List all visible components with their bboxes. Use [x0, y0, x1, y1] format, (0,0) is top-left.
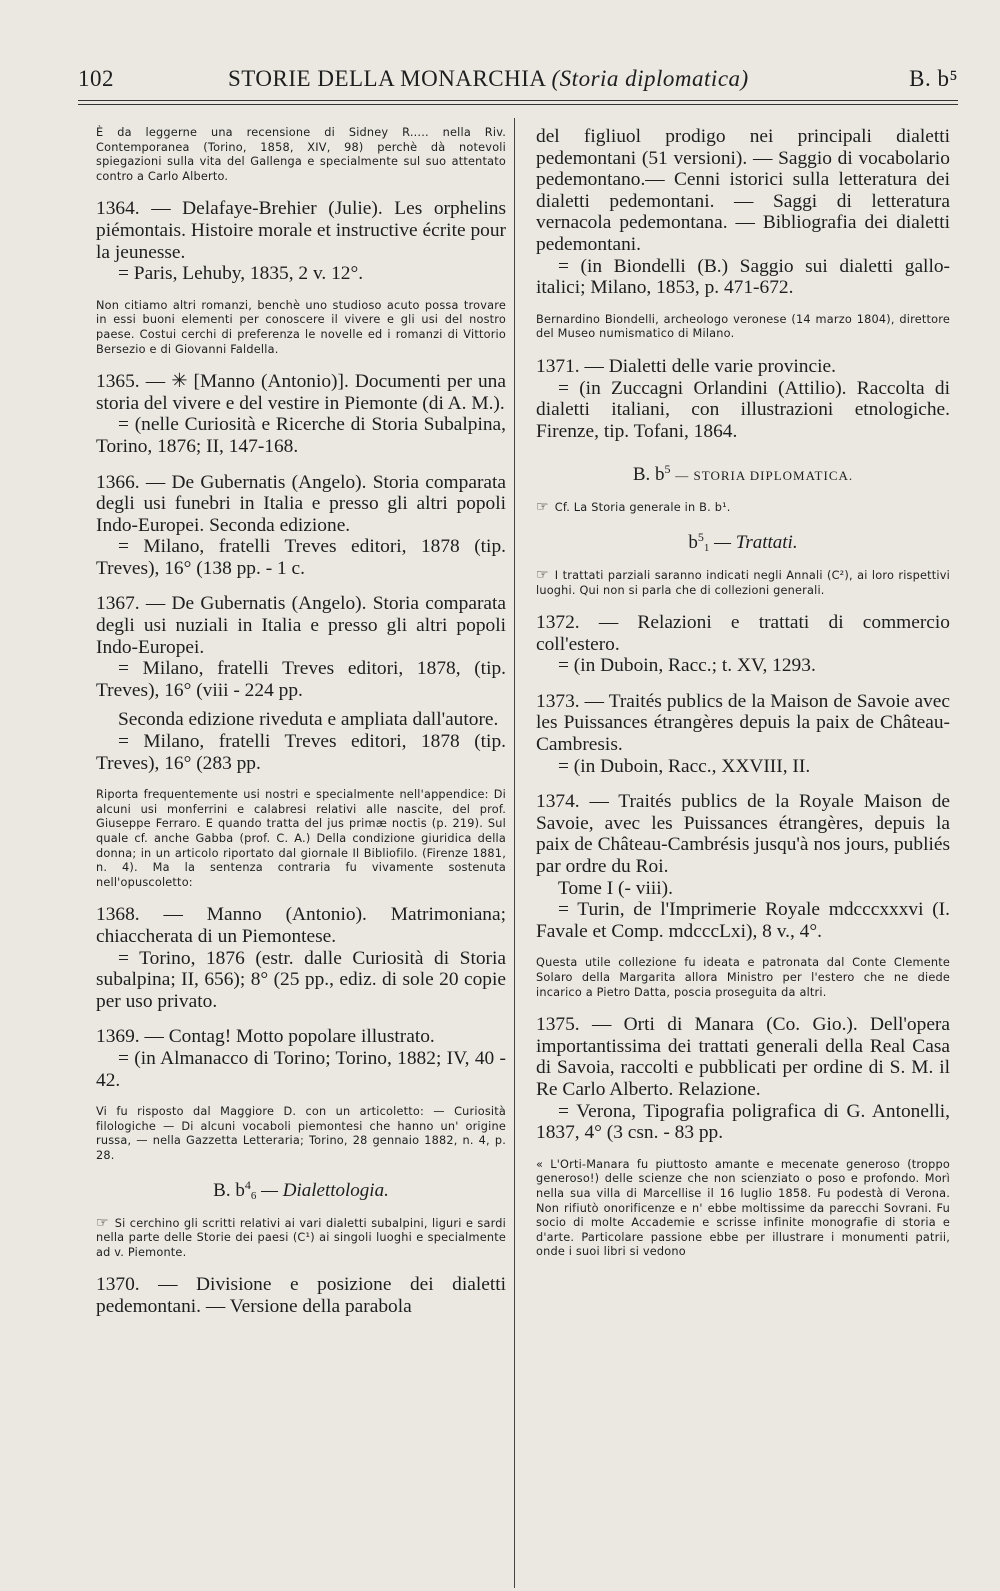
section-dialettologia-sup: 4: [244, 1177, 251, 1192]
entry-1371: [536, 356, 950, 442]
entry-1364-title: 1364. — Delafaye-Brehier (Julie). Les orphelins piémontais. Histoire morale et instructive écrite pour la jeunesse.: [96, 198, 506, 263]
left-column: [96, 126, 506, 1331]
note-trattati-text: I trattati parziali saranno indicati negli Annali (C²), ai loro rispettivi luoghi. Qui non si parla che di collezioni generali.: [536, 568, 950, 597]
note-dialettologia: [96, 1216, 506, 1261]
entry-1375-imprint: = Verona, Tipografia poligrafica di G. Antonelli, 1837, 4° (3 csn. - 83 pp.: [536, 1100, 950, 1144]
entry-1374-title: 1374. — Traités publics de la Royale Maison de Savoie, avec les Puissances étrangères, depuis la paix de Château-Cambrésis jusqu'à nos jours, publiés par ordre du Roi.: [536, 791, 950, 878]
entry-1368: [96, 904, 506, 1012]
intro-note: È da leggerne una recensione di Sidney R..... nella Riv. Contemporanea (Torino, 1858, XIV, 98) perchè dà notevoli spiegazioni sulla vita del Gallenga e specialmente sul suo attentato contro a Carlo Alberto.: [96, 126, 506, 183]
entry-1373-title: 1373. — Traités publics de la Maison de Savoie avec les Puissances étrangères depuis la paix de Château-Cambresis.: [536, 690, 950, 756]
entry-1364: [96, 198, 506, 284]
header-rule-bottom: [78, 104, 958, 105]
note-trattati: [536, 568, 950, 598]
entry-1375-title: 1375. — Orti di Manara (Co. Gio.). Dell'opera importantissima dei trattati generali della Real Casa di Savoia, raccolti e pubblicati per ordine di S. M. il Re Carlo Alberto. Relazione.: [536, 1014, 950, 1100]
note-1374: Questa utile collezione fu ideata e patronata dal Conte Clemente Solaro della Margarita allora Ministro per l'estero che ne diede incarico a Pietro Datta, poscia proseguita da altri.: [536, 956, 950, 999]
section-heading-trattati: [536, 530, 950, 554]
entry-1369: [96, 1026, 506, 1091]
section-heading-storia-diplomatica: [536, 462, 950, 486]
entry-1374: [536, 791, 950, 942]
section-dialettologia-title: — Dialettologia.: [261, 1179, 389, 1201]
entry-1370-title: 1370. — Divisione e posizione dei dialetti pedemontani. — Versione della parabola: [96, 1274, 506, 1317]
right-column: [536, 126, 950, 1274]
entry-1367: [96, 593, 506, 774]
entry-1366-imprint: = Milano, fratelli Treves editori, 1878 (tip. Treves), 16° (138 pp. - 1 c.: [96, 536, 506, 579]
entry-1367-second-imprint: = Milano, fratelli Treves editori, 1878 (tip. Treves), 16° (283 pp.: [96, 731, 506, 774]
entry-1367-second-edition: Seconda edizione riveduta e ampliata dall'autore.: [118, 709, 499, 731]
entry-1374-imprint: = Turin, de l'Imprimerie Royale mdcccxxxvi (I. Favale et Comp. mdcccLxi), 8 v., 4°.: [536, 899, 950, 942]
note-1375: « L'Orti-Manara fu piuttosto amante e mecenate generoso (troppo generoso!) delle scienze che non scienziato o poso e profondo. Morì nella sua villa di Marcellise il 16 luglio 1858. Fu podestà di Verona. Non rifiutò onorificenze e n' ebbe moltissime da parecchi Sovrani. Fu socio di molte Accademie e scrisse infinite monografie di storia e d'arte. Particolare passione ebbe per illustrare i monumenti patrii, onde i suoi libri si vedono: [536, 1157, 950, 1259]
page-header: [78, 66, 958, 94]
section-storia-label: B. b: [632, 464, 665, 486]
entry-1370: [96, 1274, 506, 1317]
note-1367: Riporta frequentemente usi nostri e specialmente nell'appendice: Di alcuni usi monferrini e calabresi relativi alle nascite, del prof. Giuseppe Ferraro. E quando tratta del jus primæ noctis (p. 219). Sul quale cf. anche Gabba (prof. C. A.) Della condizione giuridica della donna; in un articolo riportato dal giornale Il Bibliofilo. (Firenze 1881, n. 4). Ma la sentenza contraria fu vivamente sostenuta nell'opuscoletto:: [96, 788, 506, 889]
note-storia-text: Cf. La Storia generale in B. b¹.: [554, 501, 731, 515]
entry-1370-continued-text: del figliuol prodigo nei principali dialetti pedemontani (51 versioni). — Saggio di vocabolario pedemontano.— Cenni istorici sulla letteratura dei dialetti pedemontani. — Saggi di letteratura vernacola pedemontana. — Bibliografia dei dialetti pedemontani.: [536, 126, 950, 255]
entry-1365-title: 1365. — ✳ [Manno (Antonio)]. Documenti per una storia del vivere e del vestire in Piemonte (di A. M.).: [96, 371, 506, 414]
section-dialettologia-label: B. b: [213, 1179, 245, 1201]
entry-1371-imprint: = (in Zuccagni Orlandini (Attilio). Raccolta di dialetti italiani, con illustrazioni etnologiche. Firenze, tip. Tofani, 1864.: [536, 377, 950, 442]
entry-1368-imprint: = Torino, 1876 (estr. dalle Curiosità di Storia subalpina; II, 656); 8° (25 pp., ediz. di sole 20 copie per uso privato.: [96, 947, 506, 1012]
section-trattati-sup: 5: [697, 529, 704, 544]
note-1364: Non citiamo altri romanzi, benchè uno studioso acuto possa trovare in essi buoni elementi per conoscere il vivere e gli usi del nostro paese. Costui cerchi di preferenza le novelle ed i romanzi di Vittorio Bersezio e di Giovanni Faldella.: [96, 298, 506, 356]
entry-1372-imprint: = (in Duboin, Racc.; t. XV, 1293.: [558, 655, 816, 677]
note-biondelli: Bernardino Biondelli, archeologo veronese (14 marzo 1804), direttore del Museo numismatico di Milano.: [536, 312, 950, 341]
entry-1364-imprint: = Paris, Lehuby, 1835, 2 v. 12°.: [118, 263, 364, 285]
pointing-hand-icon: ☞: [96, 1214, 109, 1231]
section-trattati-sub: 1: [703, 541, 710, 554]
entry-1367-imprint: = Milano, fratelli Treves editori, 1878, (tip. Treves), 16° (viii - 224 pp.: [96, 658, 506, 701]
section-trattati-title: — Trattati.: [714, 531, 798, 553]
section-storia-title: — STORIA DIPLOMATICA.: [675, 468, 854, 484]
entry-1375: [536, 1014, 950, 1144]
pointing-hand-icon: ☞: [536, 566, 549, 583]
entry-1365: [96, 371, 506, 457]
entry-1369-imprint: = (in Almanacco di Torino; Torino, 1882; IV, 40 - 42.: [96, 1047, 506, 1091]
column-divider: [514, 118, 515, 1588]
running-title-italic: (Storia diplomatica): [551, 66, 749, 91]
entry-1374-tome: Tome I (- viii).: [558, 877, 673, 899]
entry-1368-title: 1368. — Manno (Antonio). Matrimoniana; chiaccherata di un Piemontese.: [96, 904, 506, 947]
section-dialettologia-sub: 6: [250, 1189, 257, 1202]
section-mark: B. b⁵: [909, 66, 958, 91]
entry-1373: [536, 691, 950, 777]
header-rule-top: [78, 100, 958, 101]
running-title: [228, 66, 749, 92]
entry-1370-continued: [536, 126, 950, 299]
entry-1371-title: 1371. — Dialetti delle varie provincie.: [536, 355, 836, 377]
entry-1366-title: 1366. — De Gubernatis (Angelo). Storia comparata degli usi funebri in Italia e presso gli altri popoli Indo-Europei. Seconda edizione.: [96, 471, 506, 536]
entry-1367-title: 1367. — De Gubernatis (Angelo). Storia comparata degli usi nuziali in Italia e presso gli altri popoli Indo-Europei.: [96, 593, 506, 658]
entry-1372: [536, 612, 950, 677]
section-heading-dialettologia: [96, 1178, 506, 1202]
note-storia-diplomatica: [536, 500, 950, 516]
entry-1365-imprint: = (nelle Curiosità e Ricerche di Storia Subalpina, Torino, 1876; II, 147-168.: [96, 414, 506, 457]
entry-1370-imprint: = (in Biondelli (B.) Saggio sui dialetti gallo-italici; Milano, 1853, p. 471-672.: [536, 255, 950, 299]
note-1369: Vi fu risposto dal Maggiore D. con un articoletto: — Curiosità filologiche — Di alcuni vocaboli piemontesi che hanno un' origine russa, — nella Gazzetta Letteraria; Torino, 28 gennaio 1882, n. 4, p. 28.: [96, 1105, 506, 1162]
entry-1366: [96, 472, 506, 580]
entry-1373-imprint: = (in Duboin, Racc., XXVIII, II.: [558, 755, 811, 777]
page-number: 102: [78, 66, 114, 91]
entry-1369-title: 1369. — Contag! Motto popolare illustrato.: [96, 1026, 435, 1048]
note-dialettologia-text: Si cerchino gli scritti relativi ai vari dialetti subalpini, liguri e sardi nella parte delle Storie dei paesi (C¹) ai singoli luoghi e specialmente ad v. Piemonte.: [96, 1216, 506, 1259]
running-title-main: STORIE DELLA MONARCHIA: [228, 66, 546, 91]
section-storia-sup: 5: [664, 462, 671, 477]
entry-1372-title: 1372. — Relazioni e trattati di commercio coll'estero.: [536, 612, 950, 655]
pointing-hand-icon: ☞: [536, 499, 549, 516]
section-trattati-label: b: [688, 531, 698, 553]
